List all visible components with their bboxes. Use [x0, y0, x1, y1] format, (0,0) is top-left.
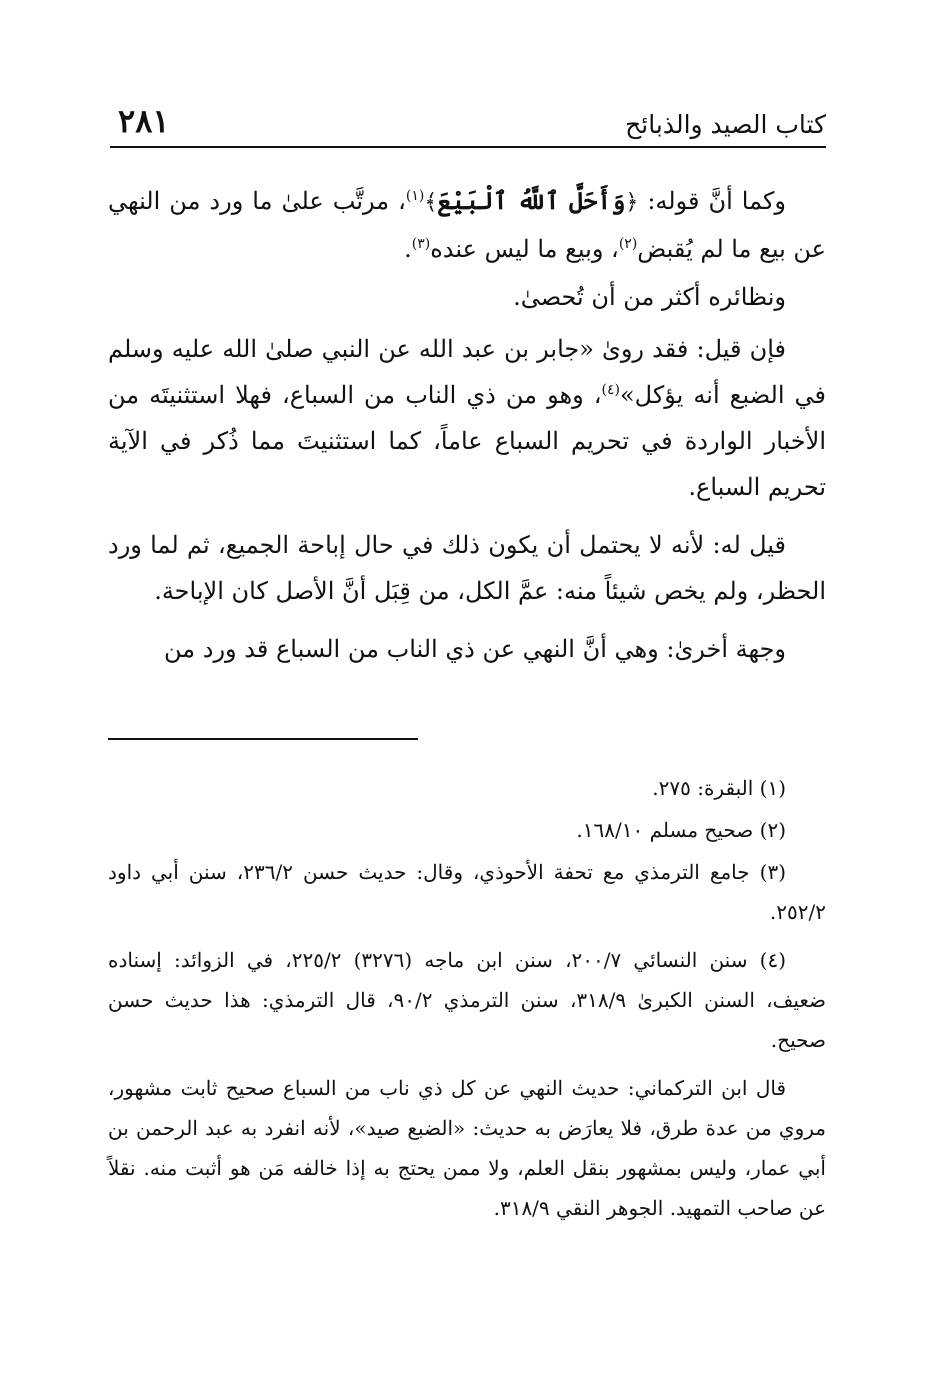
main-text [108, 178, 826, 684]
page-number: ٢٨١ [118, 102, 170, 140]
footnote-ref-1: (١) [405, 188, 425, 204]
chapter-title: كتاب الصيد والذبائح [625, 110, 826, 139]
quran-close-bracket: ﴾ [424, 190, 438, 215]
footnote-3: (٣) جامع الترمذي مع تحفة الأحوذي، وقال: حديث حسن ٢٣٦/٢، سنن أبي داود ٢٥٢/٢. [108, 860, 826, 924]
quran-open-bracket: ﴿ [625, 190, 639, 215]
paragraph-1-middle: ، مرتَّب علىٰ ما ورد من النهي عن بيع ما لم يُقبض [108, 187, 826, 263]
paragraph-1 [108, 178, 826, 272]
footnote-separator [108, 738, 418, 740]
paragraph-3 [108, 326, 826, 510]
paragraph-4: قيل له: لأنه لا يحتمل أن يكون ذلك في حال إباحة الجميع، ثم لما ورد الحظر، ولم يخص شيئاً منه: عمَّ الكل، من قِبَل أنَّ الأصل كان الإباحة. [108, 531, 826, 605]
footnote-4-commentary: قال ابن التركماني: حديث النهي عن كل ذي ناب من السباع صحيح ثابت مشهور، مروي من عدة طرق، فلا يعارَض به حديث: «الضبع صيد»، لأنه انفرد به عبد الرحمن بن أبي عمار، وليس بمشهور بنقل العلم، ولا ممن يحتج به إذا خالفه مَن هو أثبت منه. نقلاً عن صاحب التمهيد. الجوهر النقي ٣١٨/٩. [108, 1076, 826, 1220]
footnote-ref-2: (٢) [618, 236, 638, 252]
paragraph-1-period: . [404, 235, 412, 263]
footnote-1: (١) البقرة: ٢٧٥. [652, 776, 786, 800]
footnote-4: (٤) سنن النسائي ٢٠٠/٧، سنن ابن ماجه (٣٢٧٦) ٢٢٥/٢، في الزوائد: إسناده ضعيف، السنن الكبرىٰ ٣١٨/٩، سنن الترمذي ٩٠/٢، قال الترمذي: هذا حديث حسن صحيح. [108, 948, 827, 1052]
paragraph-3-end: ، وهو من ذي الناب من السباع، فهلا استثنيتَه من الأخبار الواردة في تحريم السباع عاماً، كما استثنيتَ مما ذُكر في الآية تحريم السباع. [108, 381, 826, 501]
paragraph-1-end: ، وبيع ما ليس عنده [430, 235, 619, 263]
paragraph-5: وجهة أخرىٰ: وهي أنَّ النهي عن ذي الناب من السباع قد ورد من [164, 635, 786, 663]
paragraph-1-start: وكما أنَّ قوله: [638, 187, 786, 215]
footnotes [108, 768, 826, 1230]
paragraph-2: ونظائره أكثر من أن تُحصىٰ. [513, 283, 786, 311]
paragraph-3-start: فإن قيل: فقد روىٰ «جابر بن عبد الله عن النبي صلىٰ الله عليه وسلم في الضبع أنه يؤكل» [108, 335, 827, 409]
running-header [110, 100, 826, 148]
footnote-ref-3: (٣) [411, 236, 431, 252]
footnote-ref-4: (٤) [601, 382, 620, 398]
footnote-2: (٢) صحيح مسلم ١٦٨/١٠. [576, 818, 786, 842]
quran-verse: وَأَحَلَّ ٱللَّهُ ٱلْبَيْعَ [437, 186, 626, 215]
